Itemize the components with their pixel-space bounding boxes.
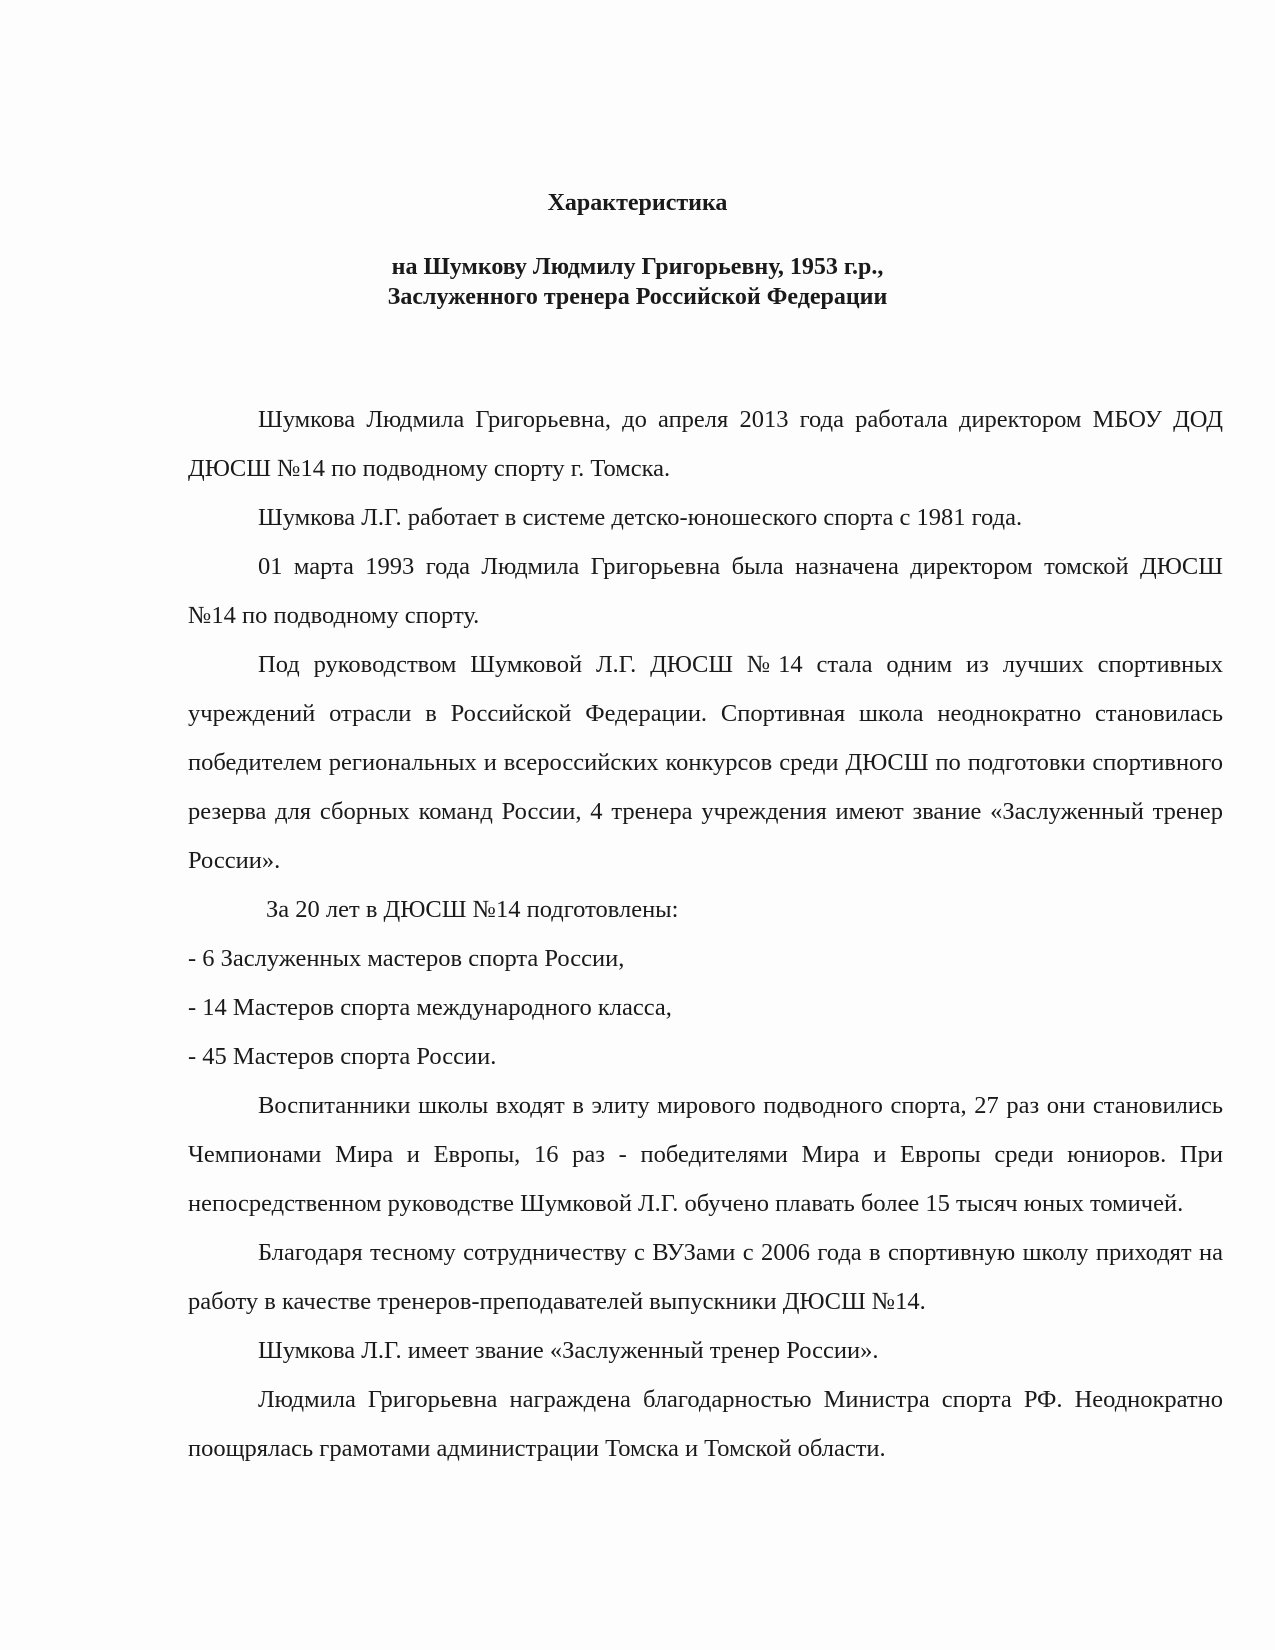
document-body <box>188 395 1223 1473</box>
document-subtitle-line1: на Шумкову Людмилу Григорьевну, 1953 г.р., <box>391 254 884 280</box>
paragraph-4: Под руководством Шумковой Л.Г. ДЮСШ №14 стала одним из лучших спортивных учреждений отрасли в Российской Федерации. Спортивная школа неоднократно становилась победителем региональных и всероссийских конкурсов среди ДЮСШ по подготовки спортивного резерва для сборных команд России, 4 тренера учреждения имеют звание «Заслуженный тренер России». <box>188 651 1223 874</box>
paragraph-6: Воспитанники школы входят в элиту мирового подводного спорта, 27 раз они становились Чемпионами Мира и Европы, 16 раз - победителями Мира и Европы среди юниоров. При непосредственном руководстве Шумковой Л.Г. обучено плавать более 15 тысяч юных томичей. <box>188 1092 1223 1217</box>
paragraph-8: Шумкова Л.Г. имеет звание «Заслуженный тренер России». <box>258 1337 879 1364</box>
document-title: Характеристика <box>547 190 728 216</box>
paragraph-7: Благодаря тесному сотрудничеству с ВУЗами с 2006 года в спортивную школу приходят на работу в качестве тренеров-преподавателей выпускники ДЮСШ №14. <box>188 1239 1223 1315</box>
list-item: - 6 Заслуженных мастеров спорта России, <box>188 945 625 972</box>
paragraph-3: 01 марта 1993 года Людмила Григорьевна была назначена директором томской ДЮСШ №14 по подводному спорту. <box>188 553 1223 629</box>
document-subtitle-line2: Заслуженного тренера Российской Федерации <box>387 284 888 310</box>
paragraph-2: Шумкова Л.Г. работает в системе детско-юношеского спорта с 1981 года. <box>258 504 1023 531</box>
list-item: - 14 Мастеров спорта международного класса, <box>188 994 672 1021</box>
paragraph-9: Людмила Григорьевна награждена благодарностью Министра спорта РФ. Неоднократно поощрялась грамотами администрации Томска и Томской области. <box>188 1386 1223 1462</box>
achievements-list <box>188 934 1223 1081</box>
paragraph-5: За 20 лет в ДЮСШ №14 подготовлены: <box>266 896 679 923</box>
paragraph-1: Шумкова Людмила Григорьевна, до апреля 2013 года работала директором МБОУ ДОД ДЮСШ №14 по подводному спорту г. Томска. <box>188 406 1223 482</box>
list-item: - 45 Мастеров спорта России. <box>188 1043 497 1070</box>
